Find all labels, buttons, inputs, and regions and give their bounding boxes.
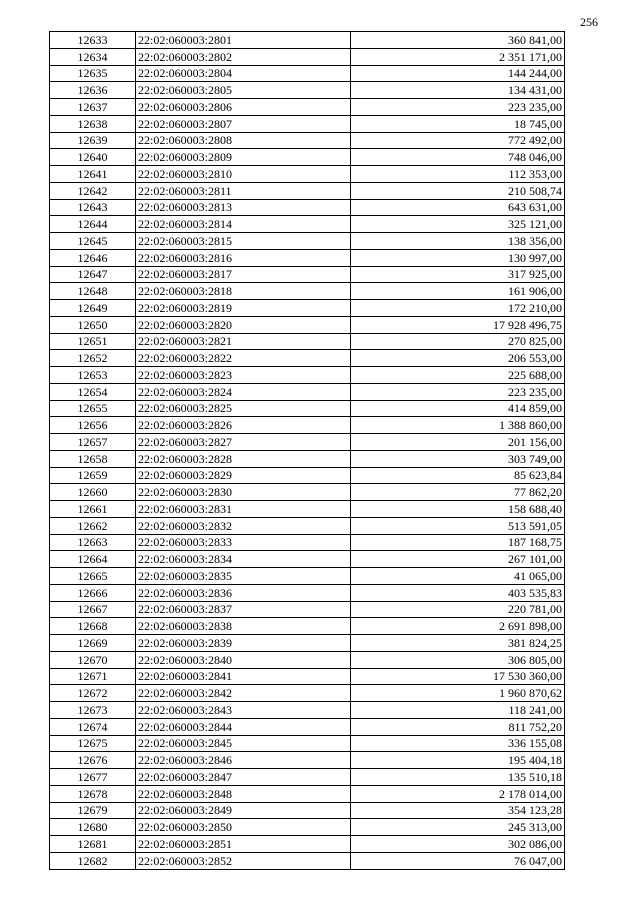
cadastral-value-cell: 2 351 171,00 <box>351 48 565 65</box>
table-row <box>50 802 565 819</box>
cadastral-value-cell: 172 210,00 <box>351 300 565 317</box>
row-number-cell: 12658 <box>50 450 136 467</box>
row-number-cell: 12660 <box>50 484 136 501</box>
row-number-cell: 12674 <box>50 718 136 735</box>
cadastral-value-cell: 112 353,00 <box>351 166 565 183</box>
cadastral-value-cell: 2 691 898,00 <box>351 618 565 635</box>
row-number-cell: 12640 <box>50 149 136 166</box>
row-number-cell: 12638 <box>50 115 136 132</box>
row-number-cell: 12652 <box>50 350 136 367</box>
row-number-cell: 12643 <box>50 199 136 216</box>
cadastral-number-cell: 22:02:060003:2839 <box>136 635 351 652</box>
table-row <box>50 568 565 585</box>
cadastral-number-cell: 22:02:060003:2844 <box>136 718 351 735</box>
row-number-cell: 12677 <box>50 769 136 786</box>
cadastral-number-cell: 22:02:060003:2847 <box>136 769 351 786</box>
cadastral-value-cell: 772 492,00 <box>351 132 565 149</box>
row-number-cell: 12668 <box>50 618 136 635</box>
cadastral-value-cell: 76 047,00 <box>351 852 565 869</box>
row-number-cell: 12681 <box>50 836 136 853</box>
cadastral-number-cell: 22:02:060003:2836 <box>136 584 351 601</box>
row-number-cell: 12667 <box>50 601 136 618</box>
table-row <box>50 65 565 82</box>
cadastral-value-cell: 134 431,00 <box>351 82 565 99</box>
table-row <box>50 32 565 49</box>
table-row <box>50 819 565 836</box>
row-number-cell: 12669 <box>50 635 136 652</box>
cadastral-value-cell: 77 862,20 <box>351 484 565 501</box>
cadastral-number-cell: 22:02:060003:2816 <box>136 249 351 266</box>
row-number-cell: 12662 <box>50 517 136 534</box>
cadastral-value-cell: 85 623,84 <box>351 467 565 484</box>
cadastral-value-cell: 306 805,00 <box>351 651 565 668</box>
cadastral-number-cell: 22:02:060003:2849 <box>136 802 351 819</box>
row-number-cell: 12645 <box>50 233 136 250</box>
cadastral-number-cell: 22:02:060003:2801 <box>136 32 351 49</box>
cadastral-number-cell: 22:02:060003:2817 <box>136 266 351 283</box>
row-number-cell: 12648 <box>50 283 136 300</box>
table-row <box>50 182 565 199</box>
cadastral-value-cell: 225 688,00 <box>351 367 565 384</box>
cadastral-value-cell: 643 631,00 <box>351 199 565 216</box>
table-row <box>50 166 565 183</box>
row-number-cell: 12651 <box>50 333 136 350</box>
cadastral-value-cell: 18 745,00 <box>351 115 565 132</box>
cadastral-number-cell: 22:02:060003:2829 <box>136 467 351 484</box>
cadastral-value-cell: 223 235,00 <box>351 383 565 400</box>
table-row <box>50 216 565 233</box>
cadastral-value-cell: 381 824,25 <box>351 635 565 652</box>
cadastral-value-cell: 811 752,20 <box>351 718 565 735</box>
cadastral-number-cell: 22:02:060003:2841 <box>136 668 351 685</box>
table-row <box>50 283 565 300</box>
table-row <box>50 668 565 685</box>
table-row <box>50 651 565 668</box>
table-row <box>50 383 565 400</box>
cadastral-number-cell: 22:02:060003:2831 <box>136 501 351 518</box>
row-number-cell: 12679 <box>50 802 136 819</box>
row-number-cell: 12650 <box>50 316 136 333</box>
cadastral-value-cell: 748 046,00 <box>351 149 565 166</box>
cadastral-number-cell: 22:02:060003:2851 <box>136 836 351 853</box>
table-row <box>50 48 565 65</box>
table-row <box>50 450 565 467</box>
cadastral-value-cell: 245 313,00 <box>351 819 565 836</box>
cadastral-number-cell: 22:02:060003:2842 <box>136 685 351 702</box>
cadastral-value-cell: 1 960 870,62 <box>351 685 565 702</box>
table-row <box>50 266 565 283</box>
row-number-cell: 12666 <box>50 584 136 601</box>
cadastral-number-cell: 22:02:060003:2826 <box>136 417 351 434</box>
table-row <box>50 316 565 333</box>
cadastral-number-cell: 22:02:060003:2846 <box>136 752 351 769</box>
row-number-cell: 12633 <box>50 32 136 49</box>
cadastral-value-cell: 195 404,18 <box>351 752 565 769</box>
table-row <box>50 836 565 853</box>
cadastral-number-cell: 22:02:060003:2810 <box>136 166 351 183</box>
table-row <box>50 534 565 551</box>
cadastral-value-cell: 223 235,00 <box>351 99 565 116</box>
table-row <box>50 584 565 601</box>
cadastral-value-cell: 2 178 014,00 <box>351 785 565 802</box>
table-row <box>50 551 565 568</box>
cadastral-number-cell: 22:02:060003:2804 <box>136 65 351 82</box>
row-number-cell: 12664 <box>50 551 136 568</box>
table-row <box>50 99 565 116</box>
table-row <box>50 718 565 735</box>
cadastral-value-cell: 135 510,18 <box>351 769 565 786</box>
cadastral-value-cell: 1 388 860,00 <box>351 417 565 434</box>
table-row <box>50 350 565 367</box>
cadastral-value-cell: 267 101,00 <box>351 551 565 568</box>
row-number-cell: 12637 <box>50 99 136 116</box>
table-row <box>50 484 565 501</box>
cadastral-value-cell: 17 530 360,00 <box>351 668 565 685</box>
table-row <box>50 769 565 786</box>
cadastral-number-cell: 22:02:060003:2814 <box>136 216 351 233</box>
row-number-cell: 12672 <box>50 685 136 702</box>
cadastral-value-cell: 17 928 496,75 <box>351 316 565 333</box>
table-row <box>50 601 565 618</box>
cadastral-value-cell: 206 553,00 <box>351 350 565 367</box>
cadastral-value-cell: 144 244,00 <box>351 65 565 82</box>
cadastral-number-cell: 22:02:060003:2820 <box>136 316 351 333</box>
cadastral-value-cell: 354 123,28 <box>351 802 565 819</box>
cadastral-number-cell: 22:02:060003:2805 <box>136 82 351 99</box>
cadastral-value-cell: 220 781,00 <box>351 601 565 618</box>
cadastral-number-cell: 22:02:060003:2852 <box>136 852 351 869</box>
row-number-cell: 12657 <box>50 434 136 451</box>
table-row <box>50 501 565 518</box>
cadastral-number-cell: 22:02:060003:2813 <box>136 199 351 216</box>
row-number-cell: 12635 <box>50 65 136 82</box>
cadastral-number-cell: 22:02:060003:2834 <box>136 551 351 568</box>
cadastral-value-cell: 270 825,00 <box>351 333 565 350</box>
table-row <box>50 434 565 451</box>
cadastral-number-cell: 22:02:060003:2808 <box>136 132 351 149</box>
row-number-cell: 12673 <box>50 702 136 719</box>
cadastral-number-cell: 22:02:060003:2850 <box>136 819 351 836</box>
cadastral-value-cell: 210 508,74 <box>351 182 565 199</box>
cadastral-number-cell: 22:02:060003:2832 <box>136 517 351 534</box>
cadastral-value-cell: 336 155,08 <box>351 735 565 752</box>
row-number-cell: 12671 <box>50 668 136 685</box>
page-number: 256 <box>580 15 598 29</box>
cadastral-number-cell: 22:02:060003:2845 <box>136 735 351 752</box>
cadastral-number-cell: 22:02:060003:2827 <box>136 434 351 451</box>
cadastral-value-cell: 187 168,75 <box>351 534 565 551</box>
cadastral-number-cell: 22:02:060003:2837 <box>136 601 351 618</box>
table-row <box>50 249 565 266</box>
table-row <box>50 82 565 99</box>
row-number-cell: 12670 <box>50 651 136 668</box>
row-number-cell: 12646 <box>50 249 136 266</box>
table-row <box>50 233 565 250</box>
row-number-cell: 12663 <box>50 534 136 551</box>
table-row <box>50 333 565 350</box>
row-number-cell: 12655 <box>50 400 136 417</box>
cadastral-number-cell: 22:02:060003:2835 <box>136 568 351 585</box>
table-row <box>50 752 565 769</box>
cadastral-number-cell: 22:02:060003:2830 <box>136 484 351 501</box>
row-number-cell: 12665 <box>50 568 136 585</box>
cadastral-value-table <box>49 31 565 870</box>
cadastral-number-cell: 22:02:060003:2848 <box>136 785 351 802</box>
cadastral-value-cell: 403 535,83 <box>351 584 565 601</box>
row-number-cell: 12636 <box>50 82 136 99</box>
row-number-cell: 12654 <box>50 383 136 400</box>
table-row <box>50 852 565 869</box>
table-row <box>50 785 565 802</box>
row-number-cell: 12644 <box>50 216 136 233</box>
cadastral-number-cell: 22:02:060003:2840 <box>136 651 351 668</box>
table-body <box>50 32 565 870</box>
cadastral-value-cell: 138 356,00 <box>351 233 565 250</box>
table-row <box>50 735 565 752</box>
row-number-cell: 12634 <box>50 48 136 65</box>
cadastral-number-cell: 22:02:060003:2838 <box>136 618 351 635</box>
row-number-cell: 12675 <box>50 735 136 752</box>
cadastral-number-cell: 22:02:060003:2825 <box>136 400 351 417</box>
cadastral-value-cell: 303 749,00 <box>351 450 565 467</box>
cadastral-value-cell: 201 156,00 <box>351 434 565 451</box>
cadastral-value-cell: 41 065,00 <box>351 568 565 585</box>
table-row <box>50 199 565 216</box>
table-row <box>50 635 565 652</box>
row-number-cell: 12653 <box>50 367 136 384</box>
cadastral-number-cell: 22:02:060003:2843 <box>136 702 351 719</box>
row-number-cell: 12680 <box>50 819 136 836</box>
cadastral-number-cell: 22:02:060003:2802 <box>136 48 351 65</box>
table-row <box>50 702 565 719</box>
table-row <box>50 300 565 317</box>
cadastral-number-cell: 22:02:060003:2806 <box>136 99 351 116</box>
cadastral-number-cell: 22:02:060003:2828 <box>136 450 351 467</box>
table-row <box>50 132 565 149</box>
cadastral-value-cell: 414 859,00 <box>351 400 565 417</box>
cadastral-value-cell: 360 841,00 <box>351 32 565 49</box>
cadastral-number-cell: 22:02:060003:2818 <box>136 283 351 300</box>
row-number-cell: 12656 <box>50 417 136 434</box>
table-row <box>50 467 565 484</box>
row-number-cell: 12641 <box>50 166 136 183</box>
row-number-cell: 12642 <box>50 182 136 199</box>
cadastral-number-cell: 22:02:060003:2824 <box>136 383 351 400</box>
cadastral-value-cell: 158 688,40 <box>351 501 565 518</box>
table-row <box>50 685 565 702</box>
table-row <box>50 517 565 534</box>
cadastral-value-cell: 130 997,00 <box>351 249 565 266</box>
cadastral-number-cell: 22:02:060003:2811 <box>136 182 351 199</box>
table-row <box>50 400 565 417</box>
cadastral-value-cell: 325 121,00 <box>351 216 565 233</box>
cadastral-number-cell: 22:02:060003:2815 <box>136 233 351 250</box>
table-row <box>50 149 565 166</box>
row-number-cell: 12682 <box>50 852 136 869</box>
cadastral-value-cell: 513 591,05 <box>351 517 565 534</box>
row-number-cell: 12639 <box>50 132 136 149</box>
table-row <box>50 417 565 434</box>
cadastral-number-cell: 22:02:060003:2833 <box>136 534 351 551</box>
table-row <box>50 618 565 635</box>
cadastral-value-cell: 161 906,00 <box>351 283 565 300</box>
cadastral-value-cell: 118 241,00 <box>351 702 565 719</box>
cadastral-number-cell: 22:02:060003:2819 <box>136 300 351 317</box>
cadastral-value-cell: 302 086,00 <box>351 836 565 853</box>
row-number-cell: 12661 <box>50 501 136 518</box>
row-number-cell: 12676 <box>50 752 136 769</box>
cadastral-number-cell: 22:02:060003:2807 <box>136 115 351 132</box>
table-row <box>50 115 565 132</box>
row-number-cell: 12678 <box>50 785 136 802</box>
table-row <box>50 367 565 384</box>
cadastral-number-cell: 22:02:060003:2821 <box>136 333 351 350</box>
row-number-cell: 12649 <box>50 300 136 317</box>
cadastral-number-cell: 22:02:060003:2823 <box>136 367 351 384</box>
cadastral-value-cell: 317 925,00 <box>351 266 565 283</box>
cadastral-number-cell: 22:02:060003:2822 <box>136 350 351 367</box>
row-number-cell: 12647 <box>50 266 136 283</box>
row-number-cell: 12659 <box>50 467 136 484</box>
cadastral-number-cell: 22:02:060003:2809 <box>136 149 351 166</box>
